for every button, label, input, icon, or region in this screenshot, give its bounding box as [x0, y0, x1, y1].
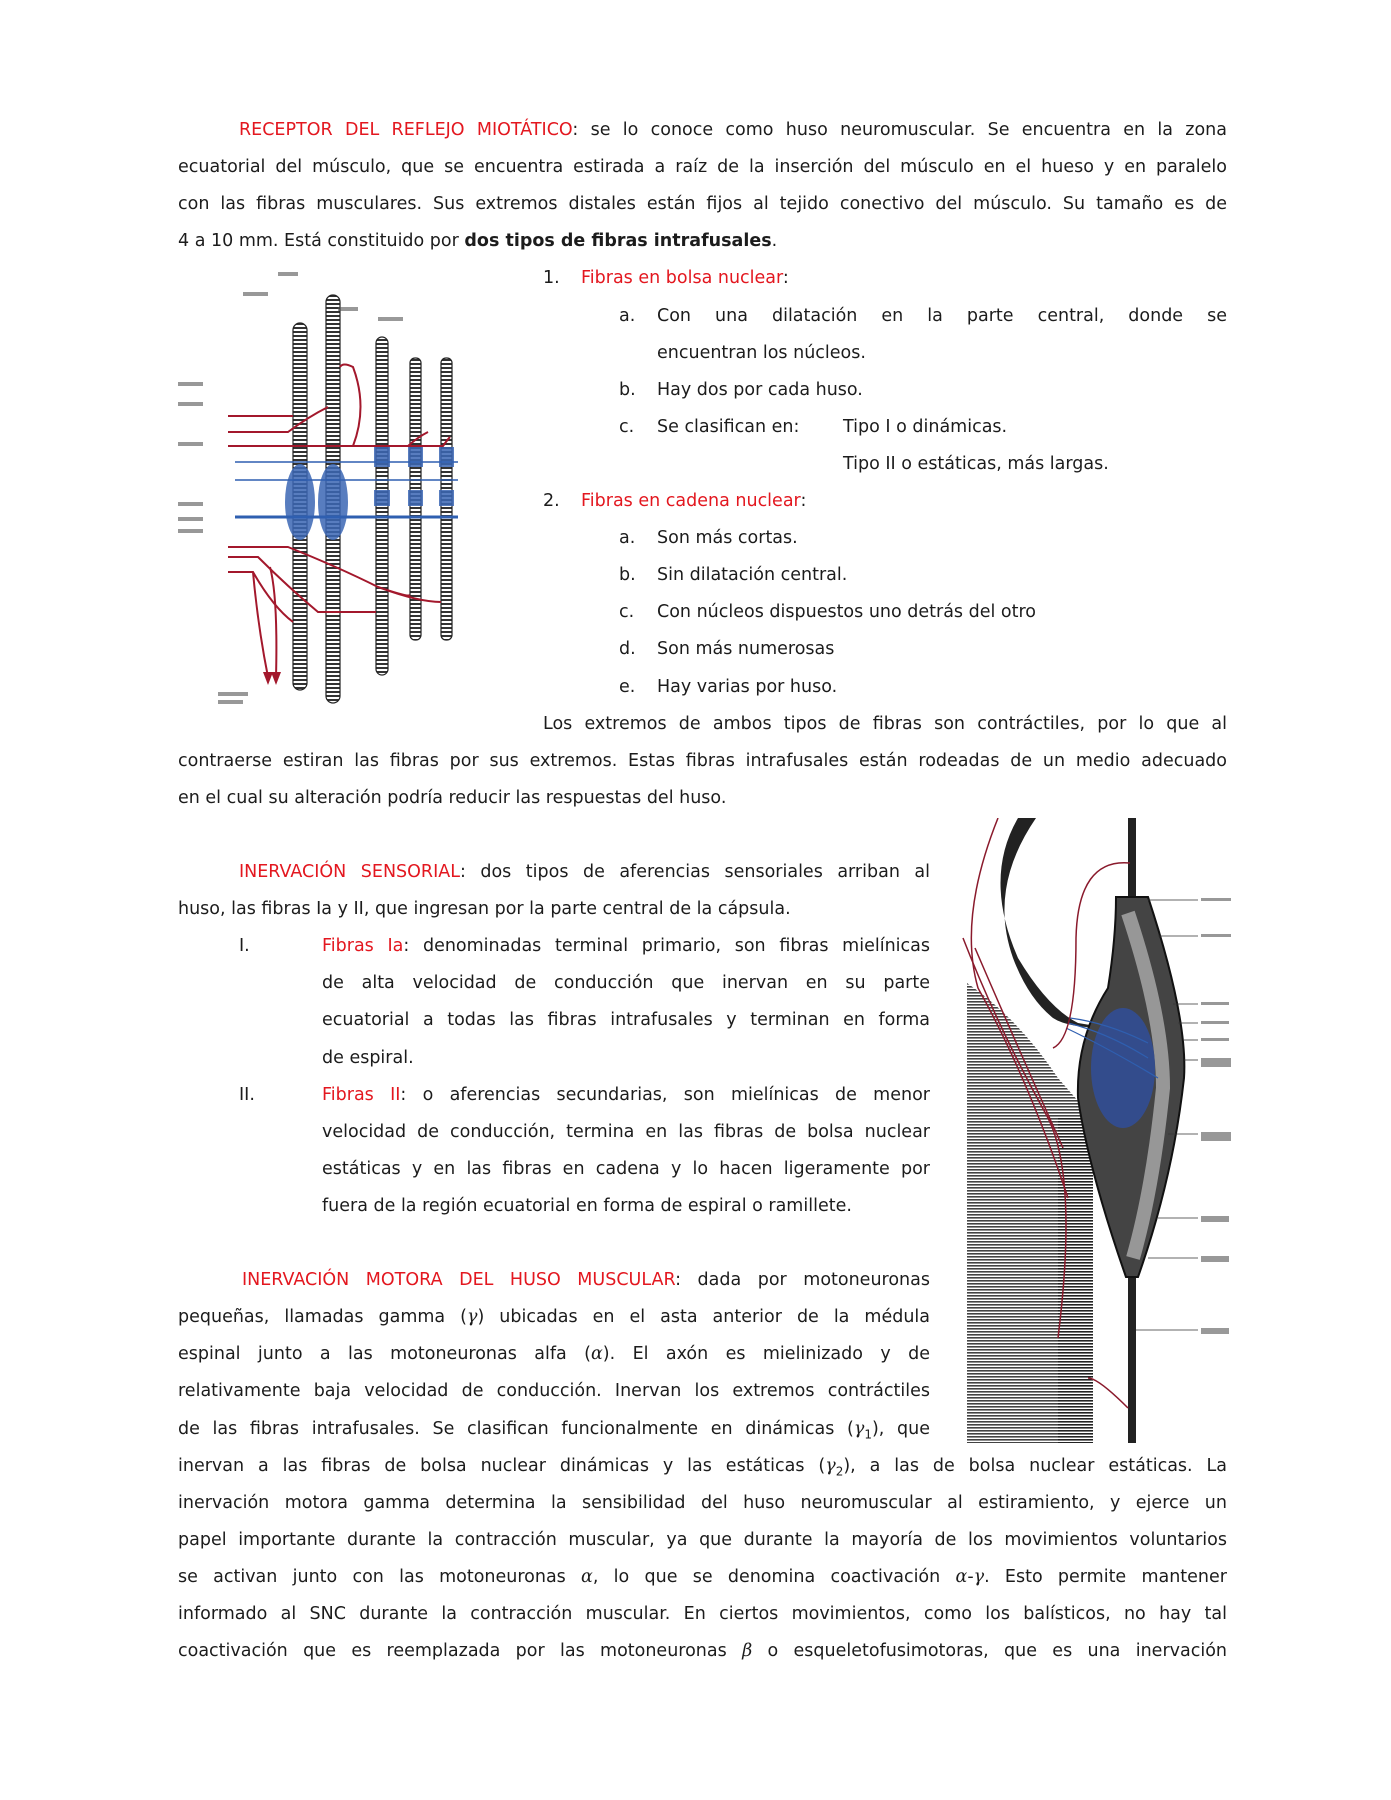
list-item-cadena-nuclear: [581, 483, 806, 520]
list-marker: e.: [619, 677, 636, 697]
list-title: Fibras Ia: [322, 936, 404, 956]
list-item: Con una dilatación en la parte central, donde se: [657, 306, 1227, 326]
paragraph-line: relativamente baja velocidad de conducción. Inervan los extremos contráctiles: [178, 1381, 930, 1401]
list-marker: 2.: [543, 491, 560, 511]
list-item-line: de espiral.: [322, 1048, 414, 1068]
list-marker: c.: [619, 602, 635, 622]
subscript: 2: [835, 1464, 844, 1479]
list-marker: 1.: [543, 268, 560, 288]
list-item: Con núcleos dispuestos uno detrás del otro: [657, 602, 1036, 622]
list-title: Fibras en cadena nuclear: [581, 491, 801, 511]
list-marker: I.: [239, 936, 250, 956]
list-item: Son más cortas.: [657, 528, 798, 548]
text: inervan a las fibras de bolsa nuclear dinámicas y las estáticas (: [178, 1456, 826, 1476]
paragraph-line: [178, 1299, 930, 1336]
gamma-symbol: γ: [825, 1456, 836, 1476]
paragraph-line: inervación motora gamma determina la sensibilidad del huso neuromuscular al estiramiento, y ejerce un: [178, 1493, 1227, 1513]
subscript: 1: [864, 1427, 872, 1442]
text: ). El axón es mielinizado y de: [602, 1344, 930, 1364]
list-item-fibras-ia: [322, 928, 930, 965]
paragraph-line: [178, 1633, 1227, 1670]
paragraph-line: con las fibras musculares. Sus extremos distales están fijos al tejido conectivo del músculo. Su tamaño es de: [178, 194, 1227, 214]
list-marker: c.: [619, 417, 635, 437]
gamma-symbol: γ: [466, 1307, 478, 1327]
list-marker: a.: [619, 528, 636, 548]
list-item-line: estáticas y en las fibras en cadena y lo hacen ligeramente por: [322, 1159, 930, 1179]
bold-text: dos tipos de fibras intrafusales: [464, 231, 772, 251]
list-marker: b.: [619, 565, 636, 585]
gamma-symbol: γ: [853, 1419, 865, 1439]
paragraph-line: huso, las fibras Ia y II, que ingresan por la parte central de la cápsula.: [178, 899, 791, 919]
text: espinal junto a las motoneuronas alfa (: [178, 1344, 591, 1364]
text: :: [782, 268, 789, 288]
paragraph-line: en el cual su alteración podría reducir las respuestas del huso.: [178, 788, 727, 808]
text: de las fibras intrafusales. Se clasifican funcionalmente en dinámicas (: [178, 1419, 854, 1439]
paragraph-line: informado al SNC durante la contracción muscular. En ciertos movimientos, como los balísticos, no hay tal: [178, 1604, 1227, 1624]
list-item-line: de alta velocidad de conducción que inervan en su parte: [322, 973, 930, 993]
text: : dos tipos de aferencias sensoriales arriban al: [459, 862, 930, 882]
list-item-line: ecuatorial a todas las fibras intrafusales y terminan en forma: [322, 1010, 930, 1030]
list-item: Se clasifican en:: [657, 417, 800, 437]
list-item-line: velocidad de conducción, termina en las fibras de bolsa nuclear: [322, 1122, 930, 1142]
list-item: Tipo I o dinámicas.: [843, 417, 1008, 437]
section-heading-motora: INERVACIÓN MOTORA DEL HUSO MUSCULAR: [242, 1270, 676, 1290]
text: se activan junto con las motoneuronas: [178, 1567, 582, 1587]
list-item-fibras-ii: [322, 1077, 930, 1114]
list-item: Tipo II o estáticas, más largas.: [843, 454, 1109, 474]
list-item: encuentran los núcleos.: [657, 343, 866, 363]
paragraph-line: papel importante durante la contracción muscular, ya que durante la mayoría de los movimientos voluntarios: [178, 1530, 1227, 1550]
section-heading-receptor: RECEPTOR DEL REFLEJO MIOTÁTICO: [239, 120, 573, 140]
alpha-symbol: α: [955, 1567, 968, 1587]
paragraph-line: [178, 1336, 930, 1373]
text: : denominadas terminal primario, son fibras mielínicas: [403, 936, 930, 956]
list-marker: a.: [619, 306, 636, 326]
text: .: [771, 231, 778, 251]
list-item-bolsa-nuclear: [581, 260, 789, 297]
text: coactivación que es reemplazada por las motoneuronas: [178, 1641, 743, 1661]
text: , lo que se denomina coactivación: [592, 1567, 956, 1587]
text: ), a las de bolsa nuclear estáticas. La: [843, 1456, 1227, 1476]
text: : o aferencias secundarias, son mielínicas de menor: [400, 1085, 930, 1105]
list-item: Hay varias por huso.: [657, 677, 838, 697]
text: -: [967, 1567, 974, 1587]
text: pequeñas, llamadas gamma (: [178, 1307, 467, 1327]
paragraph-line: ecuatorial del músculo, que se encuentra estirada a raíz de la inserción del músculo en el hueso y en paralelo: [178, 157, 1227, 177]
gamma-symbol: γ: [973, 1567, 985, 1587]
list-title: Fibras II: [322, 1085, 401, 1105]
list-item: Hay dos por cada huso.: [657, 380, 863, 400]
paragraph-line: contraerse estiran las fibras por sus extremos. Estas fibras intrafusales están rodeadas de un medio adecuado: [178, 751, 1227, 771]
alpha-symbol: α: [581, 1567, 593, 1587]
paragraph-line: [239, 112, 1227, 149]
alpha-symbol: α: [590, 1344, 603, 1364]
paragraph-line: Los extremos de ambos tipos de fibras son contráctiles, por lo que al: [543, 714, 1227, 734]
text: : dada por motoneuronas: [675, 1270, 930, 1290]
muscle-spindle-anatomy-illustration: [958, 818, 1233, 1443]
text: ) ubicadas en el asta anterior de la médula: [477, 1307, 931, 1327]
paragraph-line: [178, 1559, 1227, 1596]
beta-symbol: β: [742, 1641, 753, 1661]
muscle-spindle-fibers-diagram: [178, 267, 466, 722]
text: o esqueletofusimotoras, que es una inervación: [752, 1641, 1227, 1661]
list-marker: d.: [619, 639, 636, 659]
list-item: Sin dilatación central.: [657, 565, 848, 585]
list-item: Son más numerosas: [657, 639, 835, 659]
list-item-line: fuera de la región ecuatorial en forma de espiral o ramillete.: [322, 1196, 852, 1216]
list-marker: b.: [619, 380, 636, 400]
text: . Esto permite mantener: [984, 1567, 1227, 1587]
text: : se lo conoce como huso neuromuscular. Se encuentra en la zona: [572, 120, 1227, 140]
paragraph-line: [178, 1448, 1227, 1485]
paragraph-line: [239, 854, 930, 891]
section-heading-sensorial: INERVACIÓN SENSORIAL: [239, 862, 460, 882]
paragraph-line: [242, 1262, 930, 1299]
text: ), que: [871, 1419, 930, 1439]
paragraph-line: [178, 1411, 930, 1448]
text: 4 a 10 mm. Está constituido por: [178, 231, 465, 251]
list-marker: II.: [239, 1085, 255, 1105]
paragraph-line: [178, 223, 777, 260]
list-title: Fibras en bolsa nuclear: [581, 268, 783, 288]
text: :: [800, 491, 807, 511]
